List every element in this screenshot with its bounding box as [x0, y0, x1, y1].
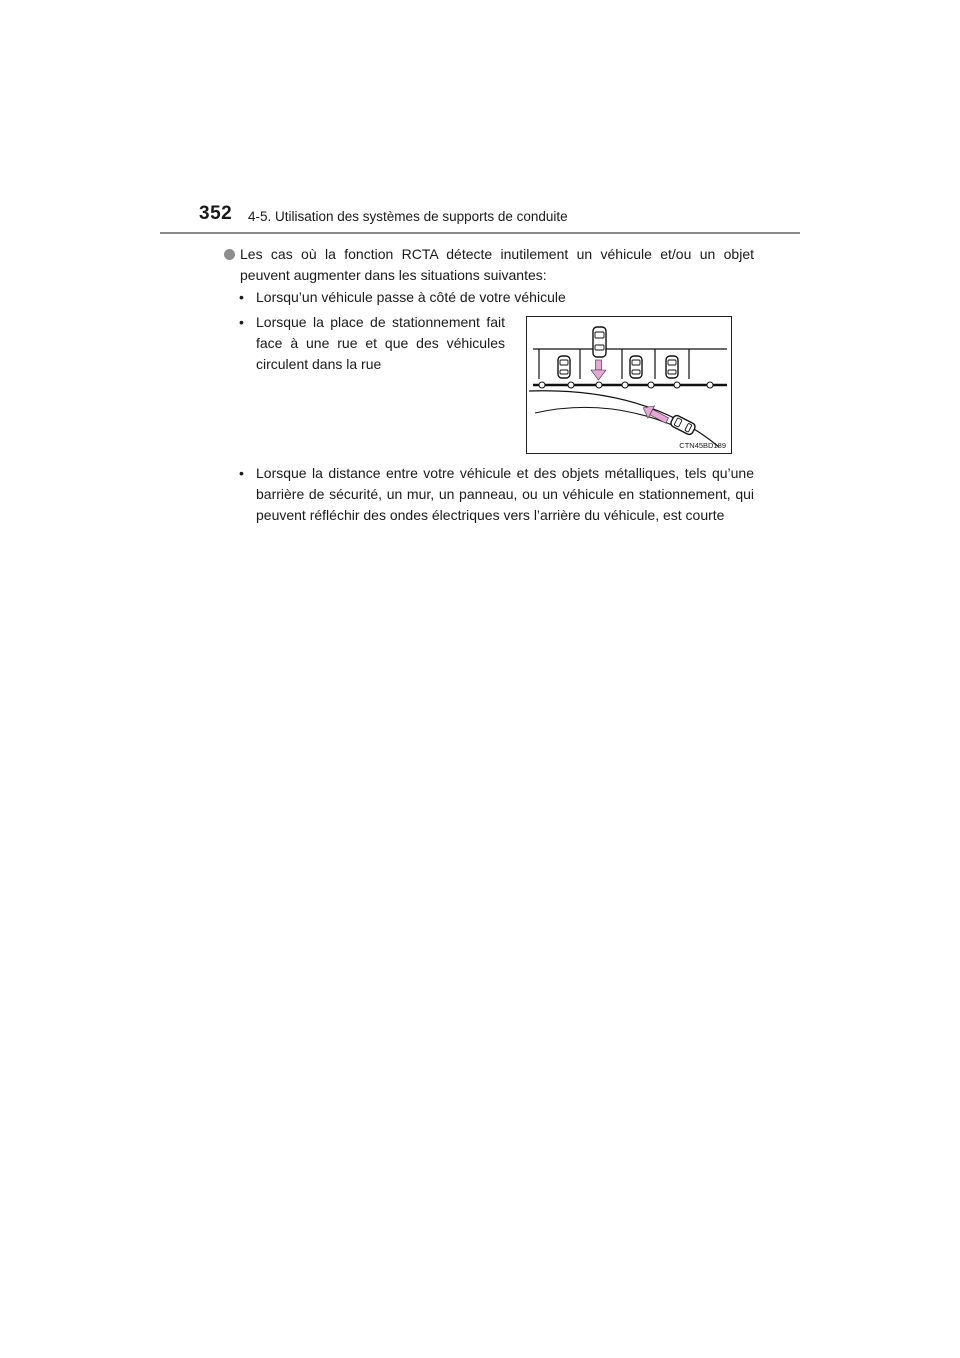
parking-scene-drawing: [527, 317, 731, 453]
sub-item-text: Lorsque la distance entre votre véhicule et des objets métalliques, tels qu’une barrière de sécurité, un mur, un panneau, ou un véhicule en stationnement, qui peuvent réfléchir des ondes électriques vers l’arrière du véhicule, est courte: [256, 465, 754, 523]
bullet-dot-icon: [224, 249, 235, 260]
section-title: 4-5. Utilisation des systèmes de supports de conduite: [248, 209, 568, 224]
sub-item-text: Lorsqu’un véhicule passe à côté de votre véhicule: [256, 289, 566, 305]
sub-item-parking-facing-street: [239, 312, 505, 375]
main-bullet-text: Les cas où la fonction RCTA détecte inutilement un véhicule et/ou un objet peuvent augmenter dans les situations suivantes:: [240, 246, 754, 283]
sub-bullet-mark: •: [239, 289, 244, 305]
header-divider: [160, 232, 800, 234]
parked-car: [630, 356, 642, 378]
sub-item-text: Lorsque la place de stationnement fait face à une rue et que des véhicules circulent dans la rue: [256, 314, 505, 372]
parking-illustration: [526, 316, 732, 454]
sub-item-passing-vehicle: [239, 287, 759, 308]
sub-item-metal-objects: [239, 463, 754, 526]
reversing-car: [593, 327, 606, 357]
figure-code: CTN45BD189: [679, 441, 726, 450]
page-number: 352: [199, 203, 233, 224]
reverse-direction-arrow-icon: [591, 360, 606, 380]
main-bullet-item: [224, 244, 754, 286]
approaching-car: [670, 414, 697, 436]
parked-car: [558, 356, 570, 378]
sub-bullet-mark: •: [239, 314, 244, 330]
parked-car: [666, 356, 678, 378]
sub-bullet-mark: •: [239, 465, 244, 481]
road-edge-curve: [529, 391, 719, 447]
